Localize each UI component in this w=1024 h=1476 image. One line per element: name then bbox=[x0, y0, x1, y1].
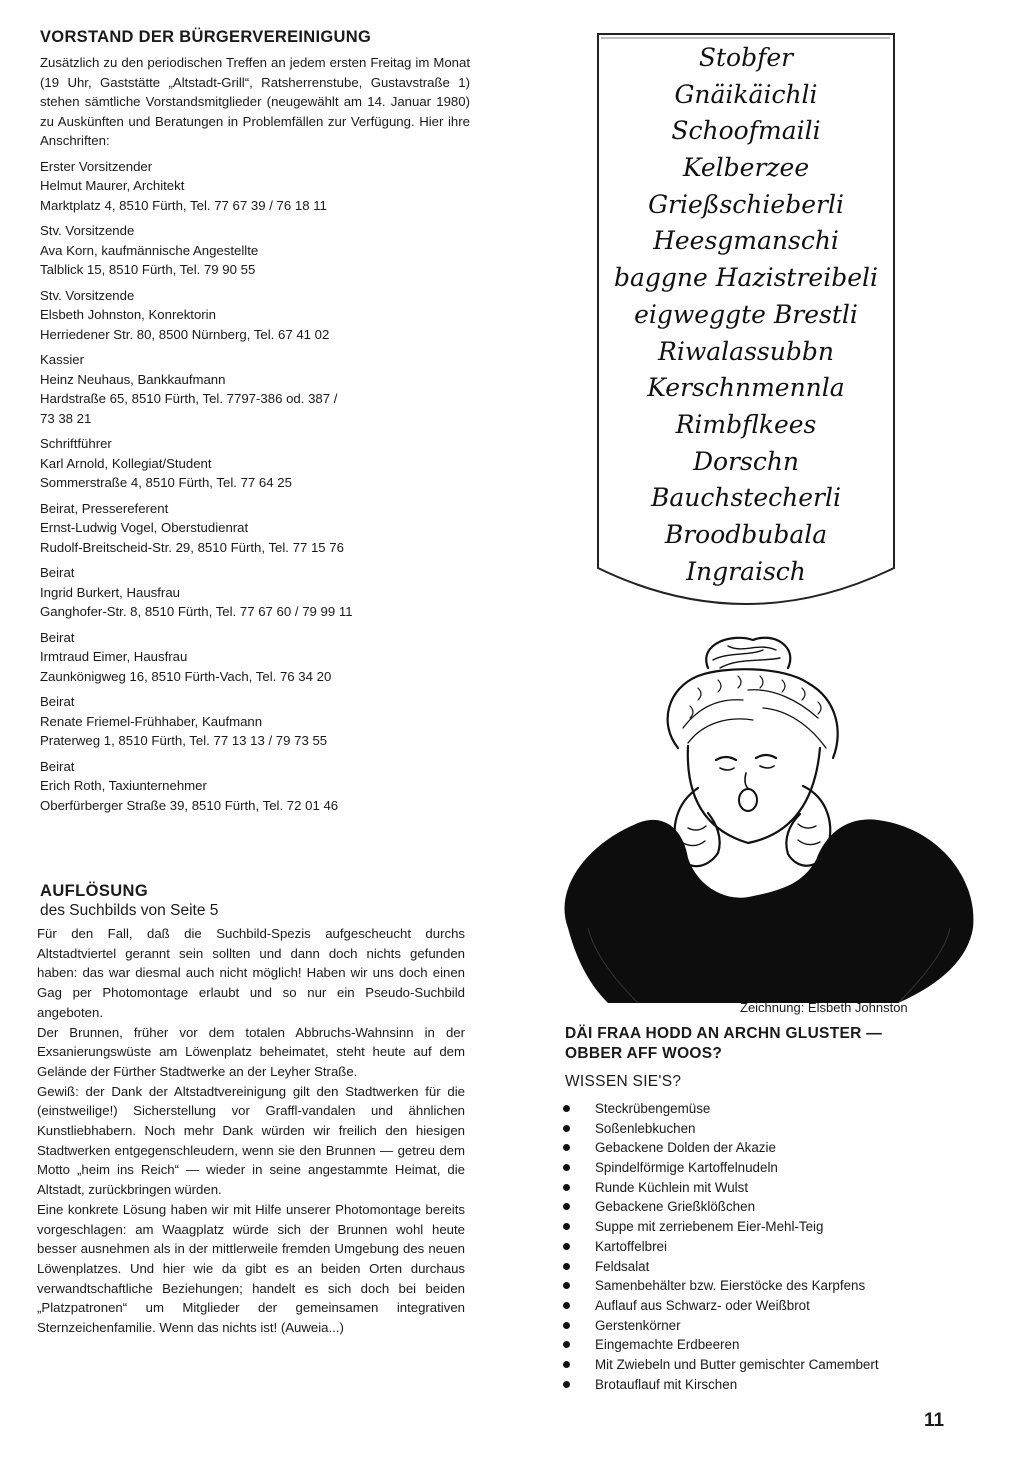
member-role: Kassier bbox=[40, 352, 84, 367]
member-entry bbox=[40, 286, 470, 345]
bullet-icon bbox=[563, 1223, 570, 1230]
quiz-item-label: Spindelförmige Kartoffelnudeln bbox=[595, 1160, 778, 1176]
aufloesung-paragraph: Für den Fall, daß die Suchbild-Spezis aufgescheucht durchs Altstadtviertel gerannt sein sollten und dann doch nichts gefunden haben: das war diesmal auch nicht möglich! Haben wir uns doch einen Gag per Photomontage erlaubt und so nur ein Pseudo-Suchbild angeboten. bbox=[37, 926, 465, 1020]
banner-word: Riwalassubbn bbox=[658, 336, 834, 366]
banner-word: Broodbubala bbox=[664, 519, 828, 549]
bullet-icon bbox=[563, 1263, 570, 1270]
member-role: Beirat, Pressereferent bbox=[40, 500, 169, 516]
bullet-icon bbox=[563, 1144, 570, 1151]
bullet-icon bbox=[563, 1381, 570, 1388]
banner-word: Rimbflkees bbox=[675, 409, 817, 439]
member-name: Renate Friemel-Frühhaber, Kaufmann bbox=[40, 713, 263, 729]
member-address: Hardstraße 65, 8510 Fürth, Tel. 7797-386 od. 387 / bbox=[40, 391, 338, 406]
quiz-item-label: Soßenlebkuchen bbox=[595, 1120, 696, 1136]
quiz-item bbox=[560, 1355, 980, 1375]
bullet-icon bbox=[563, 1203, 570, 1210]
quiz-item-label: Eingemachte Erdbeeren bbox=[595, 1337, 740, 1353]
member-name: Ernst-Ludwig Vogel, Oberstudienrat bbox=[40, 520, 249, 535]
quiz-item bbox=[560, 1197, 980, 1217]
banner-word: Grießschieberli bbox=[648, 189, 844, 219]
member-address: Zaunkönigweg 16, 8510 Fürth-Vach, Tel. 76 34 20 bbox=[40, 668, 332, 684]
member-entry bbox=[40, 563, 470, 622]
aufloesung-paragraph: Der Brunnen, früher vor dem totalen Abbruchs-Wahnsinn in der Exsanierungswüste am Löwenplatz beheimatet, steht heute auf dem Gelände der Fürther Stadtwerke an der Leyher Straße. bbox=[37, 1024, 465, 1079]
quiz-item bbox=[560, 1316, 980, 1336]
quiz-subtitle: WISSEN SIE'S? bbox=[565, 1073, 682, 1090]
member-address2: 73 38 21 bbox=[40, 410, 92, 426]
banner-word: Stobfer bbox=[698, 43, 794, 72]
bullet-icon bbox=[563, 1282, 570, 1289]
quiz-title-line: OBBER AFF WOOS? bbox=[565, 1045, 723, 1062]
illustration-credit: Zeichnung: Elsbeth Johnston bbox=[740, 1000, 908, 1015]
quiz-item bbox=[560, 1217, 980, 1237]
member-role: Beirat bbox=[40, 758, 75, 774]
banner-word: Gnäikäichli bbox=[674, 79, 818, 109]
member-address: Rudolf-Breitscheid-Str. 29, 8510 Fürth, Tel. 77 15 76 bbox=[40, 539, 344, 555]
quiz-item bbox=[560, 1099, 980, 1119]
quiz-title bbox=[565, 1024, 882, 1064]
quiz-item bbox=[560, 1335, 980, 1355]
banner-words bbox=[596, 40, 896, 590]
member-entry bbox=[40, 434, 470, 493]
quiz-title-line: DÄI FRAA HODD AN ARCHN GLUSTER — bbox=[565, 1025, 883, 1042]
member-name: Elsbeth Johnston, Konrektorin bbox=[40, 307, 216, 322]
member-role: Erster Vorsitzender bbox=[40, 158, 153, 174]
member-address: Praterweg 1, 8510 Fürth, Tel. 77 13 13 / 79 73 55 bbox=[40, 733, 328, 748]
member-address: Talblick 15, 8510 Fürth, Tel. 79 90 55 bbox=[40, 262, 256, 277]
member-address: Marktplatz 4, 8510 Fürth, Tel. 77 67 39 / 76 18 11 bbox=[40, 197, 327, 213]
quiz-item bbox=[560, 1296, 980, 1316]
quiz-item bbox=[560, 1375, 980, 1395]
quiz-item bbox=[560, 1138, 980, 1158]
banner-word: Kerschnmennla bbox=[647, 373, 845, 403]
banner-word: Ingraisch bbox=[686, 556, 806, 586]
member-name: Helmut Maurer, Architekt bbox=[40, 178, 185, 193]
bullet-icon bbox=[563, 1125, 570, 1132]
banner-word: eigweggte Brestli bbox=[634, 299, 858, 329]
word-banner bbox=[596, 30, 896, 610]
quiz-item bbox=[560, 1119, 980, 1139]
member-role: Beirat bbox=[40, 694, 75, 709]
aufloesung-title: AUFLÖSUNG bbox=[40, 882, 149, 900]
quiz-item-label: Feldsalat bbox=[595, 1258, 650, 1274]
member-entry bbox=[40, 157, 470, 216]
quiz-item bbox=[560, 1237, 980, 1257]
banner-word: Heesgmanschi bbox=[653, 226, 839, 256]
quiz-item-label: Mit Zwiebeln und Butter gemischter Camembert bbox=[595, 1356, 879, 1372]
member-list bbox=[40, 157, 470, 816]
member-entry bbox=[40, 221, 470, 280]
quiz-item-label: Auflauf aus Schwarz- oder Weißbrot bbox=[595, 1297, 810, 1313]
member-role: Stv. Vorsitzende bbox=[40, 223, 135, 238]
member-role: Schriftführer bbox=[40, 436, 112, 451]
aufloesung-paragraph: Eine konkrete Lösung haben wir mit Hilfe unserer Photomontage bereits vorgeschlagen: am Waagplatz würde sich der Brunnen wohl heute besser ausnehmen als in der mittlerweile fremden Umgebung des neuen Löwenplatzes. Und hier wie da gibt es an beiden Orten durchaus verwandtschaftliche Beziehungen; handelt es sich doch bei beiden „Platzpatronen“ um Mitglieder der gemeinsamen integrativen Sternzeichenfamilie. Wenn das nichts ist! (Auweia...) bbox=[37, 1201, 465, 1336]
quiz-item bbox=[560, 1276, 980, 1296]
quiz-list bbox=[560, 1099, 980, 1394]
quiz-item bbox=[560, 1257, 980, 1277]
member-role: Beirat bbox=[40, 565, 75, 580]
page-number: 11 bbox=[924, 1410, 945, 1431]
bullet-icon bbox=[563, 1361, 570, 1368]
quiz-item bbox=[560, 1158, 980, 1178]
bullet-icon bbox=[563, 1105, 570, 1112]
vorstand-section bbox=[40, 28, 470, 815]
member-role: Stv. Vorsitzende bbox=[40, 287, 135, 303]
quiz-item-label: Brotauflauf mit Kirschen bbox=[595, 1376, 738, 1392]
banner-word: Kelberzee bbox=[682, 153, 810, 183]
bullet-icon bbox=[563, 1302, 570, 1309]
member-name: Karl Arnold, Kollegiat/Student bbox=[40, 455, 212, 471]
bullet-icon bbox=[563, 1322, 570, 1329]
member-name: Erich Roth, Taxiunternehmer bbox=[40, 778, 207, 793]
vorstand-intro: Zusätzlich zu den periodischen Treffen an jedem ersten Freitag im Monat (19 Uhr, Gaststätte „Altstadt-Grill“, Ratsherrenstube, Gustavstraße 1) stehen sämtliche Vorstandsmitglieder (neugewählt am 14. Januar 1980) zu Auskünften und Beratungen in Problemfällen zur Verfügung. Hier ihre Anschriften: bbox=[40, 55, 470, 148]
member-entry bbox=[40, 350, 470, 428]
quiz-item-label: Suppe mit zerriebenem Eier-Mehl-Teig bbox=[595, 1219, 824, 1235]
member-address: Herriedener Str. 80, 8500 Nürnberg, Tel. 67 41 02 bbox=[40, 326, 330, 342]
member-name: Ingrid Burkert, Hausfrau bbox=[40, 584, 180, 600]
banner-word: Dorschn bbox=[692, 446, 800, 476]
banner-word: Bauchstecherli bbox=[651, 483, 841, 513]
quiz-item-label: Kartoffelbrei bbox=[595, 1238, 667, 1254]
member-name: Ava Korn, kaufmännische Angestellte bbox=[40, 242, 259, 258]
quiz-item bbox=[560, 1178, 980, 1198]
aufloesung-paragraph: Gewiß: der Dank der Altstadtvereinigung gilt den Stadtwerken für die (einstweilige!) Sicherstellung vor Graffl-vandalen und ähnlichen Kunstliebhabern. Noch mehr Dank würden wir freilich den hiesigen Stadtwerken entgegenschleudern, wenn sie den Brunnen — getreu dem Motto „heim ins Reich“ — wieder in seine angestammte Heimat, die Altstadt, zurückbringen würden. bbox=[37, 1083, 465, 1198]
quiz-item-label: Samenbehälter bzw. Eierstöcke des Karpfens bbox=[595, 1278, 866, 1294]
bullet-icon bbox=[563, 1341, 570, 1348]
quiz-item-label: Steckrübengemüse bbox=[595, 1101, 711, 1116]
member-entry bbox=[40, 757, 470, 816]
bullet-icon bbox=[563, 1243, 570, 1250]
quiz-item-label: Runde Küchlein mit Wulst bbox=[595, 1179, 749, 1195]
member-address: Oberfürberger Straße 39, 8510 Fürth, Tel. 72 01 46 bbox=[40, 797, 339, 813]
member-entry bbox=[40, 499, 470, 558]
aufloesung-body bbox=[37, 924, 465, 1338]
bullet-icon bbox=[563, 1164, 570, 1171]
quiz-item-label: Gebackene Grießklößchen bbox=[595, 1199, 756, 1215]
vorstand-title: VORSTAND DER BÜRGERVEREINIGUNG bbox=[40, 28, 372, 46]
quiz-item-label: Gebackene Dolden der Akazie bbox=[595, 1140, 776, 1156]
aufloesung-subtitle: des Suchbilds von Seite 5 bbox=[40, 902, 219, 919]
member-address: Sommerstraße 4, 8510 Fürth, Tel. 77 64 25 bbox=[40, 475, 292, 490]
member-entry bbox=[40, 692, 470, 751]
member-entry bbox=[40, 628, 470, 687]
member-name: Irmtraud Eimer, Hausfrau bbox=[40, 649, 188, 664]
quiz-item-label: Gerstenkörner bbox=[595, 1317, 681, 1333]
woman-illustration bbox=[548, 628, 988, 1013]
banner-word: Schoofmaili bbox=[671, 116, 821, 146]
banner-word: baggne Hazistreibeli bbox=[613, 263, 879, 293]
member-address: Ganghofer-Str. 8, 8510 Fürth, Tel. 77 67 60 / 79 99 11 bbox=[40, 604, 353, 619]
member-role: Beirat bbox=[40, 629, 75, 645]
bullet-icon bbox=[563, 1184, 570, 1191]
member-name: Heinz Neuhaus, Bankkaufmann bbox=[40, 371, 226, 387]
